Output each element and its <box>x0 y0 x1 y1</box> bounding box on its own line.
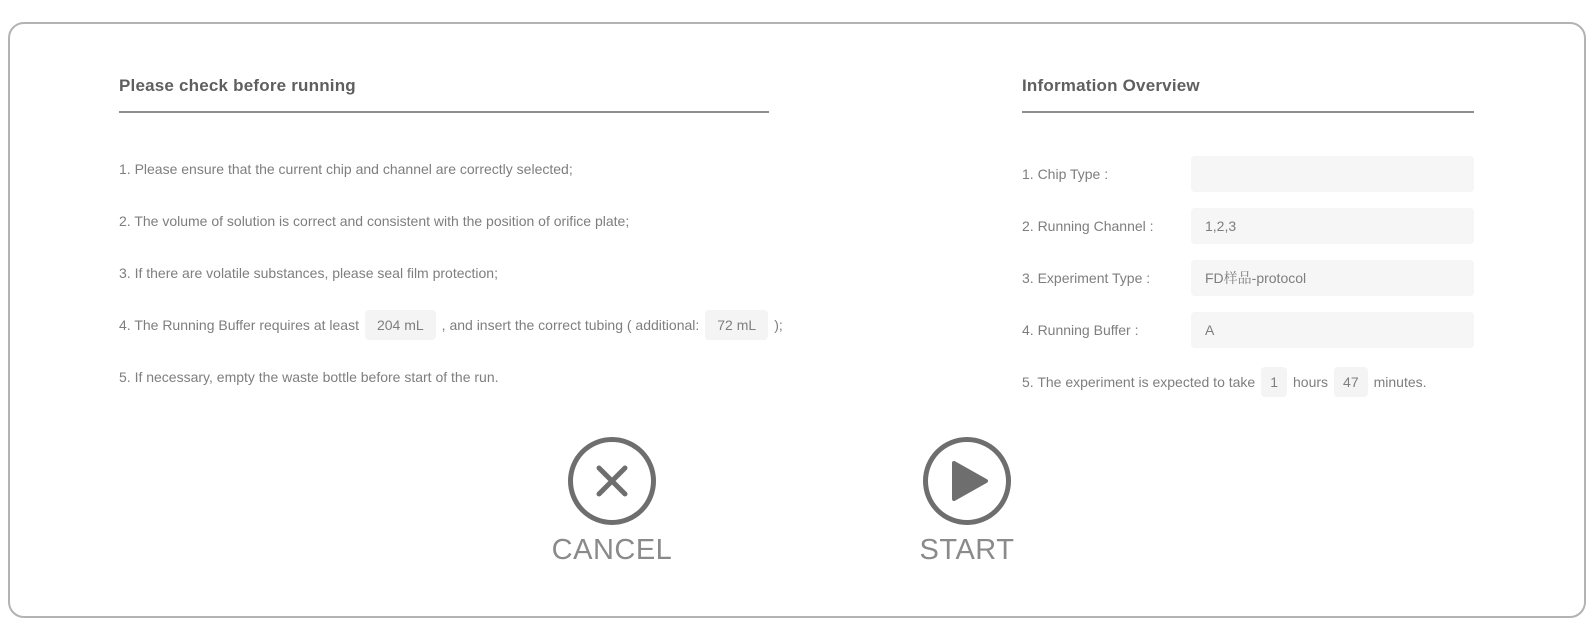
start-circle <box>923 437 1011 525</box>
expected-duration-row <box>1022 356 1474 408</box>
information-overview-section <box>1022 76 1474 408</box>
cancel-button[interactable] <box>537 437 687 567</box>
checklist-items <box>119 143 783 403</box>
start-button-label: START <box>919 534 1015 566</box>
experiment-type-value-field: FD样品-protocol <box>1191 260 1474 296</box>
running-buffer-label: 4. Running Buffer : <box>1022 322 1139 338</box>
additional-buffer-volume-badge: 72 mL <box>705 310 768 340</box>
required-buffer-volume-badge: 204 mL <box>365 310 436 340</box>
duration-text-pre: 5. The experiment is expected to take <box>1022 374 1256 390</box>
duration-hours-badge: 1 <box>1261 367 1287 397</box>
duration-hours-label: hours <box>1293 374 1329 390</box>
start-button[interactable] <box>892 437 1042 567</box>
close-icon <box>591 460 633 502</box>
check-item-seal-film: 3. If there are volatile substances, please seal film protection; <box>119 265 498 281</box>
checklist-title: Please check before running <box>119 76 769 113</box>
checklist-section <box>119 76 783 403</box>
chip-type-label: 1. Chip Type : <box>1022 166 1109 182</box>
play-icon <box>952 461 988 501</box>
cancel-circle <box>568 437 656 525</box>
check-item-running-buffer-text-mid: , and insert the correct tubing ( additional: <box>441 317 700 333</box>
running-channel-value-field: 1,2,3 <box>1191 208 1474 244</box>
overview-row-running-buffer <box>1022 304 1474 356</box>
pre-run-confirmation-dialog <box>8 22 1586 618</box>
check-item-running-buffer-text-post: ); <box>774 317 783 333</box>
cancel-button-label: CANCEL <box>551 534 673 566</box>
check-item-running-buffer-text-pre: 4. The Running Buffer requires at least <box>119 317 359 333</box>
check-item-chip-channel: 1. Please ensure that the current chip and channel are correctly selected; <box>119 161 573 177</box>
running-channel-label: 2. Running Channel : <box>1022 218 1154 234</box>
overview-rows <box>1022 148 1474 408</box>
check-item-waste-bottle: 5. If necessary, empty the waste bottle before start of the run. <box>119 369 499 385</box>
running-buffer-value-field: A <box>1191 312 1474 348</box>
overview-row-experiment-type <box>1022 252 1474 304</box>
duration-minutes-badge: 47 <box>1334 367 1368 397</box>
check-item-running-buffer <box>119 299 783 351</box>
duration-minutes-label: minutes. <box>1373 374 1427 390</box>
overview-title: Information Overview <box>1022 76 1474 113</box>
overview-row-running-channel <box>1022 200 1474 252</box>
experiment-type-label: 3. Experiment Type : <box>1022 270 1151 286</box>
chip-type-value-field <box>1191 156 1474 192</box>
check-item-solution-volume: 2. The volume of solution is correct and consistent with the position of orifice plate; <box>119 213 630 229</box>
overview-row-chip-type <box>1022 148 1474 200</box>
